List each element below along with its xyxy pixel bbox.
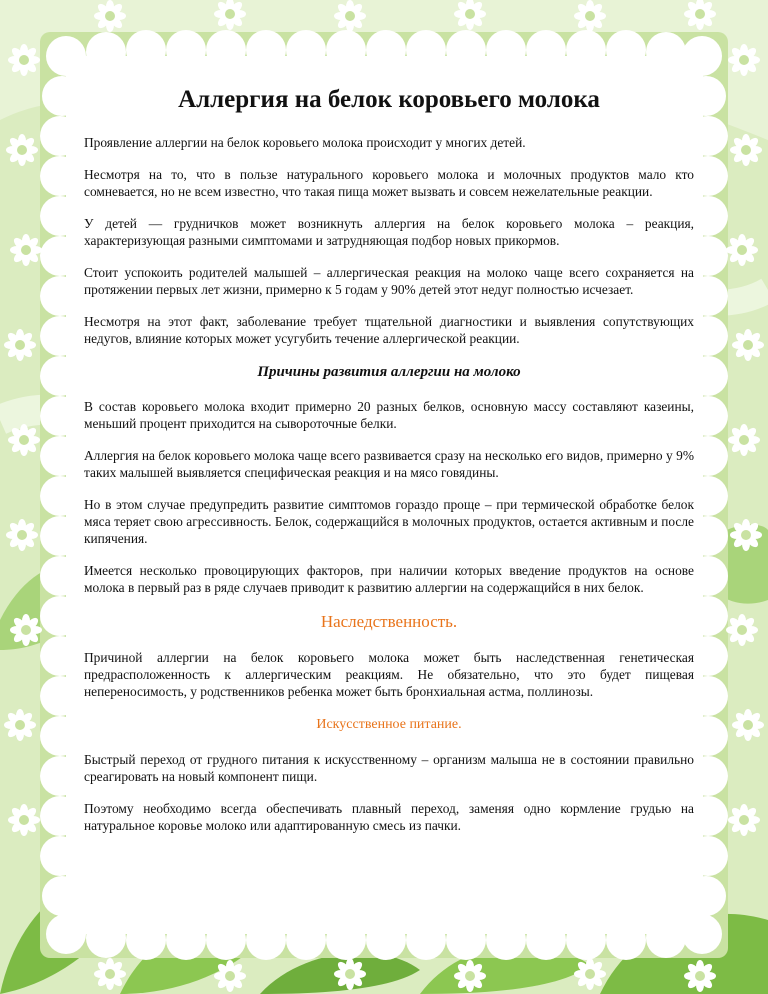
paragraph-2: Несмотря на то, что в пользе натурального коровьего молока и молочных продуктов мало кто сомневается, но не всем известно, что такая пища может вызвать и совсем нежелательные реакции. [84,167,694,199]
paragraph-9: Имеется несколько провоцирующих факторов, при наличии которых введение продуктов на основе молока в первый раз в ряде случаев приводит к развитию аллергии на содержащийся в них белок. [84,563,694,595]
paragraph-10: Причиной аллергии на белок коровьего молока может быть наследственная генетическая предрасположенность к аллергическим реакциям. Не обязательно, что это будет пищевая непереносимость, у родственников ребенка может быть бронхиальная астма, поллинозы. [84,650,694,699]
paragraph-7: Аллергия на белок коровьего молока чаще всего развивается сразу на несколько его видов, примерно у 9% таких малышей выявляется специфическая реакция и на мясо говядины. [84,448,694,480]
article [84,84,694,849]
paragraph-8: Но в этом случае предупредить развитие симптомов гораздо проще – при термической обработке белок мяса теряет свою агрессивность. Белок, содержащийся в молочных продуктов, остается активным и после кипячения. [84,497,694,546]
section-heading-heredity: Наследственность. [320,612,458,631]
paragraph-1: Проявление аллергии на белок коровьего молока происходит у многих детей. [84,135,526,150]
page-title: Аллергия на белок коровьего молока [178,86,600,113]
paragraph-3: У детей — грудничков может возникнуть аллергия на белок коровьего молока – реакция, характеризующая разными симптомами и затрудняющая подбор новых прикормов. [84,216,694,248]
paragraph-12: Поэтому необходимо всегда обеспечивать плавный переход, заменяя одно кормление грудью на натуральное коровье молоко или адаптированную смесь из пачки. [84,801,694,833]
paragraph-6: В состав коровьего молока входит примерно 20 разных белков, основную массу составляют казеины, меньший процент приходится на сывороточные белки. [84,399,694,431]
paragraph-4: Стоит успокоить родителей малышей – аллергическая реакция на молоко чаще всего сохраняется на протяжении первых лет жизни, примерно к 5 годам у 90% детей этот недуг полностью исчезает. [84,265,694,297]
paragraph-11: Быстрый переход от грудного питания к искусственному – организм малыша не в состоянии правильно среагировать на новый компонент пищи. [84,752,694,784]
paragraph-5: Несмотря на этот факт, заболевание требует тщательной диагностики и выявления сопутствующих недугов, влияние которых может усугубить течение аллергической реакции. [84,314,694,346]
section-heading-artificial-feeding: Искусственное питание. [316,717,462,732]
section-heading-causes: Причины развития аллергии на молоко [257,364,521,380]
